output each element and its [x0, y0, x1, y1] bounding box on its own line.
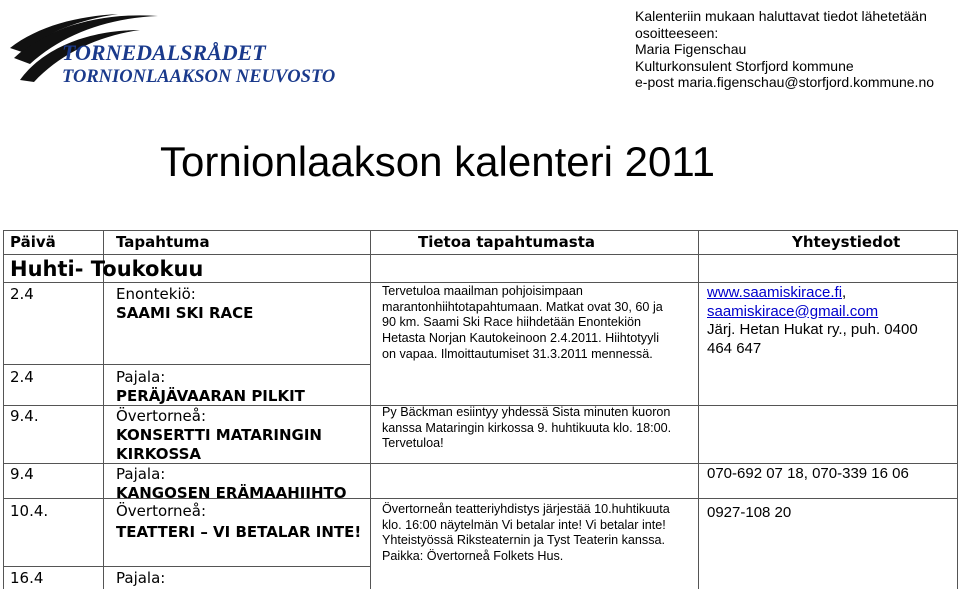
- description-line: Hetasta Norjan Kautokeinoon 2.4.2011. Hiihtotyyli: [382, 331, 659, 346]
- description-line: kanssa Mataringin kirkossa 9. huhtikuuta klo. 18:00.: [382, 420, 672, 435]
- row-place: Pajala:: [116, 465, 166, 483]
- logo-line-2: TORNIONLAAKSON NEUVOSTO: [62, 67, 336, 87]
- row-date: 16.4: [10, 569, 44, 587]
- table-rule: [3, 364, 370, 365]
- contact-note-line: Kalenteriin mukaan haluttavat tiedot lähetetään: [635, 8, 927, 24]
- description-line: Paikka: Övertorneå Folkets Hus.: [382, 549, 564, 564]
- table-border: [3, 230, 4, 589]
- description-line: 90 km. Saami Ski Race hiihdetään Enontekiön: [382, 315, 642, 330]
- table-rule: [3, 566, 370, 567]
- row-description: [382, 502, 700, 565]
- row-place: Pajala:: [116, 368, 166, 386]
- row-event: KONSERTTI MATARINGIN: [116, 426, 322, 444]
- description-line: marantonhiihtotapahtumaan. Matkat ovat 30, 60 ja: [382, 299, 663, 314]
- row-event: KANGOSEN ERÄMAAHIIHTO: [116, 484, 347, 502]
- website-link[interactable]: www.saamiskirace.fi: [707, 284, 843, 301]
- logo-swoosh-graphic: [8, 8, 358, 88]
- table-divider: [370, 230, 371, 589]
- table-rule: [3, 282, 958, 283]
- logo-line-1: TORNEDALSRÅDET: [62, 40, 266, 65]
- row-contact: 0927-108 20: [707, 504, 792, 521]
- email-link[interactable]: saamiskirace@gmail.com: [707, 302, 879, 320]
- contact-note-line: Maria Figenschau: [635, 41, 747, 57]
- row-date: 2.4: [10, 285, 34, 303]
- row-contact: [707, 284, 918, 358]
- row-date: 9.4.: [10, 407, 39, 425]
- table-divider: [103, 230, 104, 589]
- row-place: Enontekiö:: [116, 285, 196, 303]
- description-line: klo. 16:00 näytelmän Vi betalar inte! Vi betalar inte!: [382, 517, 666, 532]
- contact-separator: ,: [842, 284, 847, 301]
- row-date: 2.4: [10, 368, 34, 386]
- row-description: [382, 284, 700, 363]
- column-header-date: Päivä: [10, 233, 56, 251]
- row-place: Övertorneå:: [116, 502, 207, 520]
- table-rule: [3, 254, 958, 255]
- submission-contact-note: [635, 8, 934, 91]
- row-place: Pajala:: [116, 569, 166, 587]
- table-rule: [3, 230, 958, 231]
- column-header-info: Tietoa tapahtumasta: [418, 233, 596, 251]
- description-line: Py Bäckman esiintyy yhdessä Sista minuten kuoron: [382, 405, 671, 419]
- row-contact: 070-692 07 18, 070-339 16 06: [707, 465, 909, 482]
- tornedalsradet-logo: [8, 8, 358, 88]
- contact-note-line: e-post maria.figenschau@storfjord.kommune.no: [635, 74, 935, 90]
- row-event: SAAMI SKI RACE: [116, 304, 254, 322]
- page-title: Tornionlaakson kalenteri 2011: [160, 138, 715, 185]
- description-line: Tervetuloa maailman pohjoisimpaan: [382, 284, 583, 298]
- column-header-event: Tapahtuma: [116, 233, 210, 251]
- row-place: Övertorneå:: [116, 407, 207, 425]
- contact-note-line: Kulturkonsulent Storfjord kommune: [635, 57, 854, 74]
- column-header-contact: Yhteystiedot: [792, 233, 901, 251]
- contact-line: 464 647: [707, 339, 762, 357]
- table-border: [957, 230, 958, 589]
- row-event: TEATTERI – VI BETALAR INTE!: [116, 523, 362, 541]
- section-heading: Huhti- Toukokuu: [10, 257, 204, 281]
- row-description: [382, 405, 700, 452]
- description-line: Övertorneån teatteriyhdistys järjestää 10.huhtikuuta: [382, 502, 670, 516]
- contact-note-line: osoitteeseen:: [635, 24, 719, 41]
- row-event: KIRKOSSA: [116, 445, 201, 463]
- description-line: Yhteistyössä Riksteaternin ja Tyst Teaterin kanssa.: [382, 533, 666, 548]
- row-date: 9.4: [10, 465, 34, 483]
- row-date: 10.4.: [10, 502, 49, 520]
- description-line: Tervetuloa!: [382, 436, 444, 451]
- description-line: on vapaa. Ilmoittautumiset 31.3.2011 mennessä.: [382, 346, 653, 361]
- row-event: PERÄJÄVAARAN PILKIT: [116, 387, 305, 405]
- contact-line: Järj. Hetan Hukat ry., puh. 0400: [707, 321, 918, 338]
